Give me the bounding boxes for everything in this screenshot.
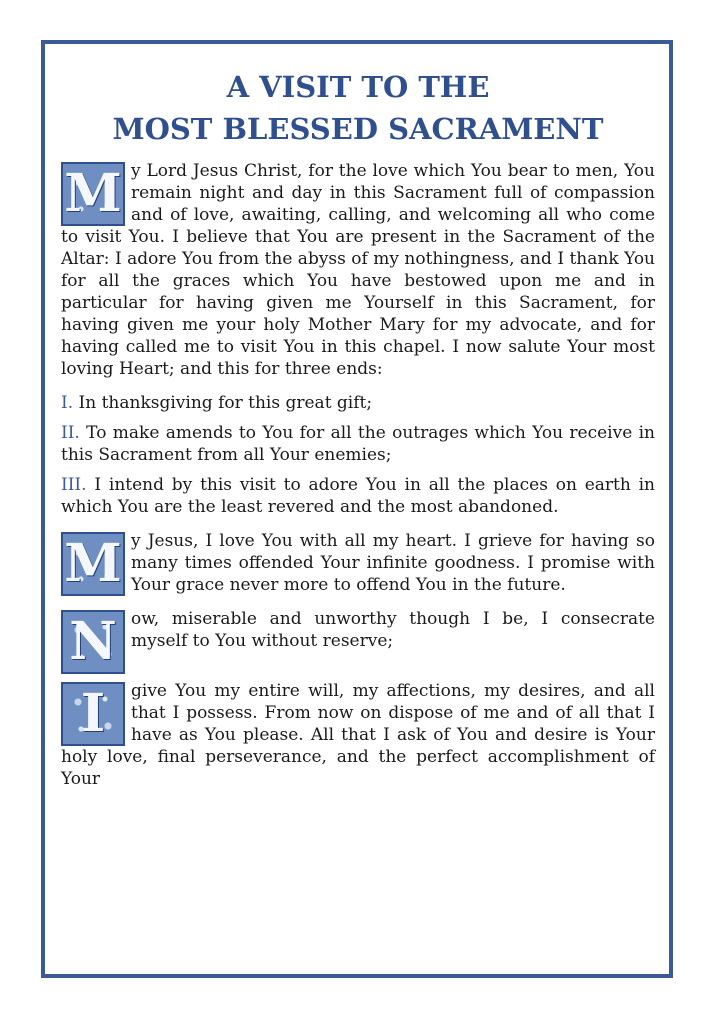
intention-2-text: To make amends to You for all the outrages which You receive in this Sacrament from all Your enemies; xyxy=(61,423,655,465)
intention-3-text: I intend by this visit to adore You in all the places on earth in which You are the least revered and the most abandoned. xyxy=(61,475,655,517)
intention-3 xyxy=(61,474,655,518)
prayer-content xyxy=(61,66,655,802)
roman-numeral-2: II. xyxy=(61,423,80,443)
title-line-2: MOST BLESSED SACRAMENT xyxy=(112,112,604,146)
paragraph-consecrate xyxy=(61,608,655,672)
illuminated-initial-m-2: M xyxy=(61,532,125,596)
paragraph-opening-text: y Lord Jesus Christ, for the love which You bear to men, You remain night and day in this Sacrament full of compassion and of love, awaiting, calling, and welcoming all who come to visit You. I believe that You are present in the Sacrament of the Altar: I adore You from the abyss of my nothingness, and I thank You for all the graces which You have bestowed upon me and in particular for having given me Yourself in this Sacrament, for having given me your holy Mother Mary for my advocate, and for having called me to visit You in this chapel. I now salute Your most loving Heart; and this for three ends: xyxy=(61,161,655,379)
roman-numeral-1: I. xyxy=(61,393,74,413)
intention-1 xyxy=(61,392,655,414)
roman-numeral-3: III. xyxy=(61,475,87,495)
card-border xyxy=(41,40,673,978)
paragraph-opening xyxy=(61,160,655,380)
intention-1-text: In thanksgiving for this great gift; xyxy=(73,393,373,413)
illuminated-initial-n: N xyxy=(61,610,125,674)
paragraph-love xyxy=(61,530,655,596)
paragraph-give-text: give You my entire will, my affections, my desires, and all that I possess. From now on dispose of me and of all that I have as You please. All that I ask of You and desire is Your holy love, final perseverance, and the perfect accomplishment of Your xyxy=(61,681,655,789)
title-line-1: A VISIT TO THE xyxy=(226,70,490,104)
illuminated-initial-i: I xyxy=(61,682,125,746)
spacer xyxy=(61,664,655,680)
intention-2 xyxy=(61,422,655,466)
paragraph-love-text: y Jesus, I love You with all my heart. I grieve for having so many times offended Your infinite goodness. I promise with Your grace never more to offend You in the future. xyxy=(131,531,655,595)
paragraph-consecrate-text: ow, miserable and unworthy though I be, I consecrate myself to You without reserve; xyxy=(131,609,655,651)
illuminated-initial-m: M xyxy=(61,162,125,226)
page-title xyxy=(61,66,655,150)
paragraph-give xyxy=(61,680,655,790)
